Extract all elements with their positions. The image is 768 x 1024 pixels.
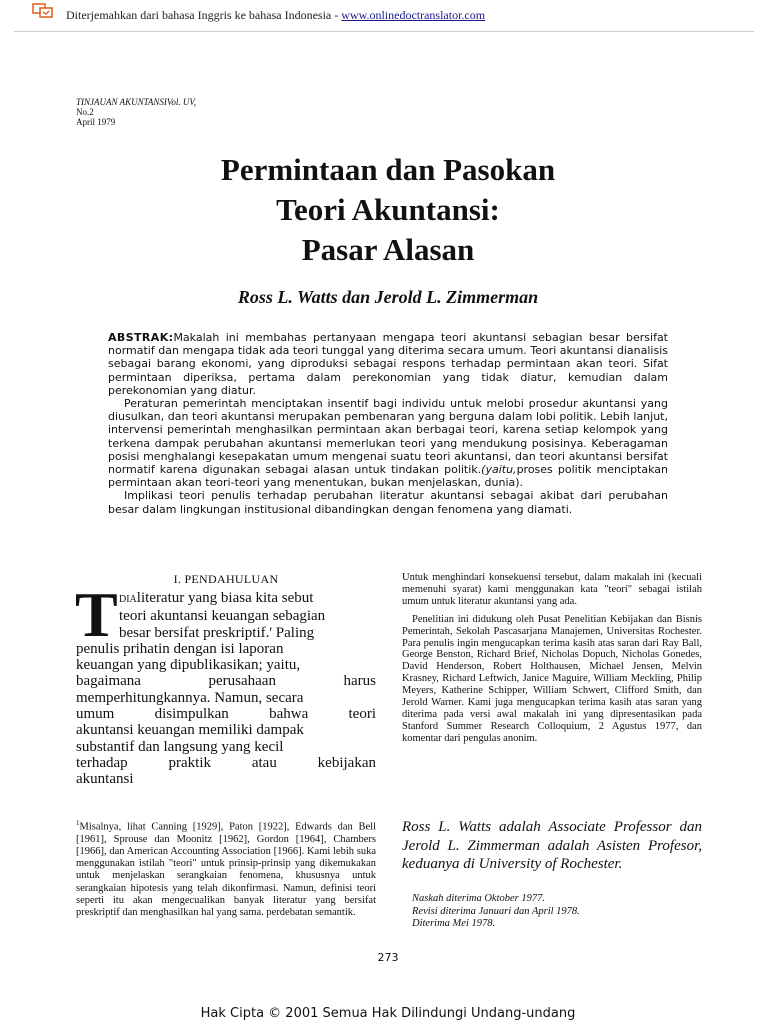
title-line-2: Teori Akuntansi: [276, 192, 500, 227]
title-line-1: Permintaan dan Pasokan [220, 152, 556, 187]
intro-line: akuntansi keuangan memiliki dampak [76, 722, 304, 739]
author-bio: Ross L. Watts adalah Associate Professor dan Jerold L. Zimmerman adalah Asisten Profesor, keduanya di University of Rochester. [402, 819, 702, 872]
abstract-label: ABSTRAK: [108, 331, 174, 344]
footnote-marker: 1 [76, 819, 80, 827]
abstract-paragraph-2: Peraturan pemerintah menciptakan insentif bagi individu untuk melobi prosedur akuntansi yang diusulkan, dan teori akuntansi merupakan pembenaran yang berguna dalam lobi politik. Lebih lanjut, intervensi pemerintah menghasilkan permintaan akan berbagai teori, karena setiap kelompok yang terkena dampak perubahan akuntansi memerlukan teori yang mendukung posisinya. Keberagaman posisi menghalangi kesepakatan umum mengenai suatu teori akuntansi, dan teori akuntansi bersifat normatif karena digunakan sebagai alasan untuk tindakan politik.(yaitu,proses politik menciptakan permintaan akan teori-teori yang menentukan, bukan menjelaskan, dunia). [108, 397, 668, 490]
translator-link[interactable]: www.onlinedoctranslator.com [341, 8, 486, 22]
banner-text [66, 8, 485, 23]
intro-line: terhadap praktik atau kebijakan [76, 754, 376, 771]
banner-label: Diterjemahkan dari bahasa Inggris ke bahasa Indonesia - [66, 8, 342, 22]
intro-line: besar bersifat preskriptif.' Paling [119, 624, 315, 641]
paper-authors: Ross L. Watts dan Jerold L. Zimmerman [237, 287, 539, 307]
right-column [402, 572, 702, 745]
date-submitted: Naskah diterima Oktober 1977. [412, 893, 545, 904]
intro-paragraph [76, 590, 376, 788]
footnote-continuation: Untuk menghindari konsekuensi tersebut, dalam makalah ini (kecuali memenuhi syarat) kami menggunakan kata "teori" sebagai istilah umum untuk literatur akuntansi yang ada. [402, 572, 702, 607]
page-number: 273 [377, 951, 399, 964]
translator-banner [0, 0, 768, 30]
intro-line: DIAliteratur yang biasa kita sebut [119, 590, 314, 606]
drop-cap: T [75, 579, 118, 650]
journal-date: April 1979 [76, 117, 116, 127]
footnote [76, 817, 376, 919]
intro-line: umum disimpulkan bahwa teori [76, 706, 376, 723]
submission-dates [412, 893, 702, 931]
intro-line: bagaimana perusahaan harus [76, 673, 376, 690]
abstract-paragraph-3: Implikasi teori penulis terhadap perubahan literatur akuntansi sebagai akibat dari perubahan besar dalam lingkungan institusional dibandingkan dengan fenomena yang diamati. [108, 489, 668, 516]
abstract [108, 331, 668, 516]
intro-line: akuntansi [76, 771, 134, 788]
acknowledgements: Penelitian ini didukung oleh Pusat Penelitian Kebijakan dan Bisnis Pemerintah, Sekolah Pascasarjana Manajemen, Universitas Rochester. Para penulis ingin mengucapkan terima kasih atas saran dari Ray Ball, George Benston, Richard Brief, Nicholas Dopuch, Nicholas Gonedes, David Henderson, Robert Holthausen, Michael Jensen, Melvin Krasney, Richard Leftwich, Janice Maguire, William Meckling, Philip Meyers, Katherine Schipper, William Schwert, Clifford Smith, dan Jerold Warner. Kami juga mengucapkan terima kasih atas saran yang diterima pada versi awal makalah ini yang dipresentasikan pada Stanford Summer Research Colloquium, 2 Agustus 1977, dan komentar dari pengulas anonim. [402, 613, 702, 744]
intro-line: penulis prihatin dengan isi laporan [76, 640, 284, 657]
journal-name: TINJAUAN AKUNTANSIVol. UV, [76, 97, 197, 107]
journal-issue: No.2 [76, 107, 94, 117]
intro-line: substantif dan langsung yang kecil [76, 738, 284, 755]
date-revised: Revisi diterima Januari dan April 1978. [412, 905, 580, 917]
intro-line: memperhitungkannya. Namun, secara [76, 689, 304, 706]
intro-line: keuangan yang dipublikasikan; yaitu, [76, 657, 301, 674]
intro-line: teori akuntansi keuangan sebagian [119, 608, 326, 625]
banner-divider [14, 31, 754, 32]
paper-title [0, 150, 768, 270]
abstract-paragraph-1: ABSTRAK:Makalah ini membahas pertanyaan mengapa teori akuntansi sebagian besar bersifat normatif dan mengapa tidak ada teori tunggal yang diterima secara umum. Teori akuntansi dianalisis sebagai barang ekonomi, yang diproduksi sebagai respons terhadap permintaan akan teori. Sifat permintaan diperiksa, pertama dalam perekonomian yang tidak diatur, kemudian dalam perekonomian yang diatur. [108, 331, 668, 397]
date-accepted: Diterima Mei 1978. [412, 918, 496, 929]
translator-logo-icon [32, 3, 54, 19]
section-heading: I. PENDAHULUAN [173, 572, 279, 586]
footnote-text: Misalnya, lihat Canning [1929], Paton [1922], Edwards dan Bell [1961], Sprouse dan Moonitz [1962], Gordon [1964], Chambers [1966], dan American Accounting Association [1966]. Kami lebih suka menggunakan istilah "teori" untuk prinsip-prinsip yang dikemukakan untuk menjelaskan serangkaian fenomena, khususnya untuk serangkaian hipotesis yang telah dikonfirmasi. Namun, definisi teori seperti itu akan mengecualikan banyak literatur yang bersifat preskriptif dan menghasilkan hal yang sama. perdebatan semantik. [76, 821, 376, 918]
copyright-notice: Hak Cipta © 2001 Semua Hak Dilindungi Undang-undang [200, 1006, 576, 1021]
title-line-3: Pasar Alasan [301, 232, 475, 267]
